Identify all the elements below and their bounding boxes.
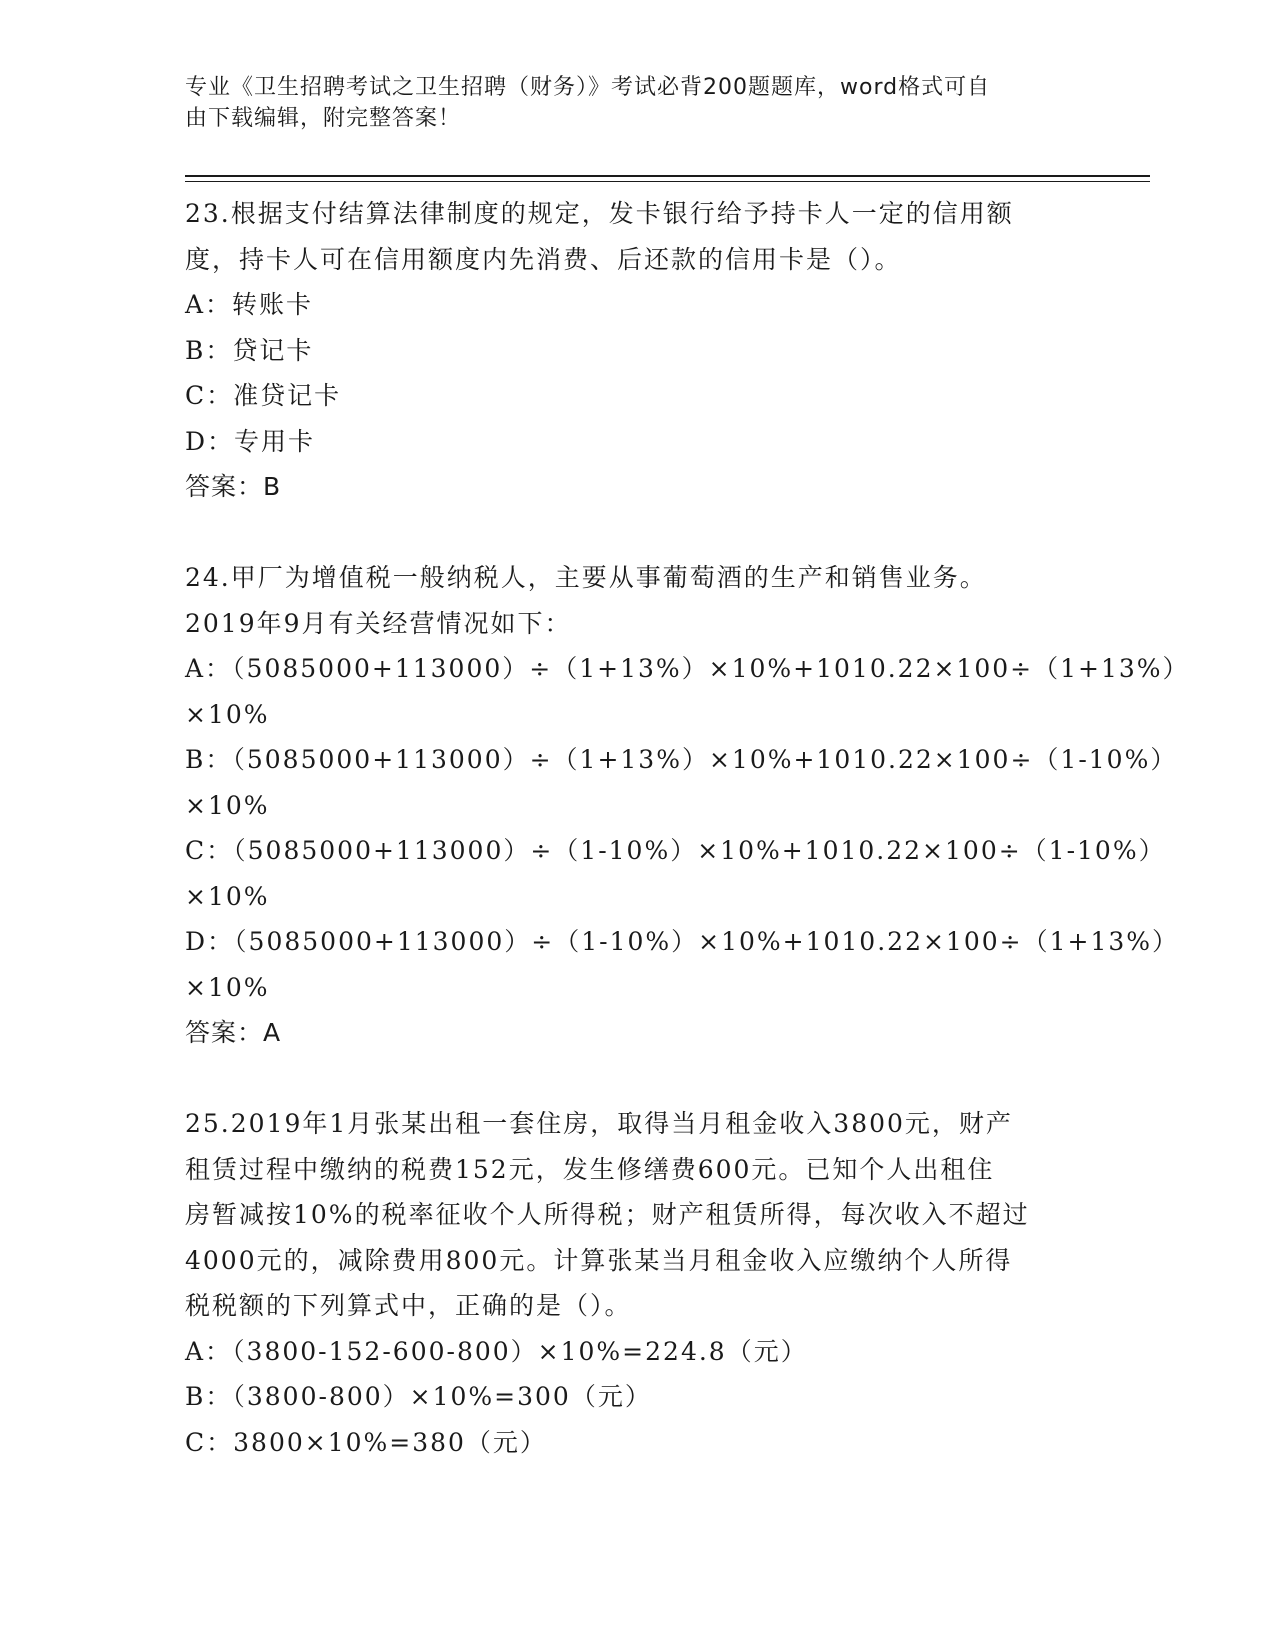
answer-option-line: C：准贷记卡 <box>185 381 342 410</box>
answer-option-line: ×10% <box>185 881 270 911</box>
header-divider <box>185 175 1150 177</box>
answer-option-line: D：专用卡 <box>185 426 316 456</box>
answer-option-line: B：（3800-800）×10%=300（元） <box>185 1382 652 1411</box>
question-block <box>185 510 1190 1056</box>
answer-option-line: A：（3800-152-600-800）×10%=224.8（元） <box>185 1336 808 1366</box>
question-block <box>185 191 1085 510</box>
question-block <box>185 1056 1085 1466</box>
answer-option-line: C：3800×10%=380（元） <box>185 1427 547 1457</box>
answer-option-line: ×10% <box>185 972 270 1002</box>
question-stem-line: 度，持卡人可在信用额度内先消费、后还款的信用卡是（）。 <box>185 244 902 274</box>
answer-key: 答案：B <box>185 472 282 501</box>
question-spacer <box>185 1056 1085 1102</box>
question-stem-line: 23.根据支付结算法律制度的规定，发卡银行给予持卡人一定的信用额 <box>185 199 1014 228</box>
answer-key: 答案：A <box>185 1018 282 1047</box>
header-line-2: 由下载编辑，附完整答案！ <box>185 106 462 131</box>
question-stem-line: 25.2019年1月张某出租一套住房，取得当月租金收入3800元，财产 <box>185 1109 1013 1138</box>
answer-option-line: C：（5085000+113000）÷（1-10%）×10%+1010.22×100÷（1-10%） <box>185 836 1166 865</box>
answer-option-line: ×10% <box>185 699 270 729</box>
header-divider-thin <box>185 181 1150 182</box>
question-stem-line: 税税额的下列算式中，正确的是（）。 <box>185 1291 632 1320</box>
question-stem-line: 4000元的，减除费用800元。计算张某当月租金收入应缴纳个人所得 <box>185 1245 1013 1275</box>
answer-option-line: B：贷记卡 <box>185 335 314 365</box>
answer-option-line: B：（5085000+113000）÷（1+13%）×10%+1010.22×100÷（1-10%） <box>185 745 1178 774</box>
question-list <box>185 191 1190 1465</box>
question-stem-line: 2019年9月有关经营情况如下： <box>185 608 572 638</box>
answer-option-line: D：（5085000+113000）÷（1-10%）×10%+1010.22×100÷（1+13%） <box>185 927 1180 956</box>
question-stem-line: 24.甲厂为增值税一般纳税人，主要从事葡萄酒的生产和销售业务。 <box>185 563 987 592</box>
answer-option-line: ×10% <box>185 790 270 820</box>
question-spacer <box>185 510 1085 556</box>
answer-option-line: A：（5085000+113000）÷（1+13%）×10%+1010.22×100÷（1+13%） <box>185 654 1190 683</box>
document-header <box>185 72 1085 134</box>
question-stem-line: 房暂减按10%的税率征收个人所得税；财产租赁所得，每次收入不超过 <box>185 1200 1030 1229</box>
header-line-1: 专业《卫生招聘考试之卫生招聘（财务）》考试必背200题题库，word格式可自 <box>185 75 991 100</box>
answer-option-line: A：转账卡 <box>185 290 314 319</box>
question-stem-line: 租赁过程中缴纳的税费152元，发生修缮费600元。已知个人出租住 <box>185 1154 995 1184</box>
